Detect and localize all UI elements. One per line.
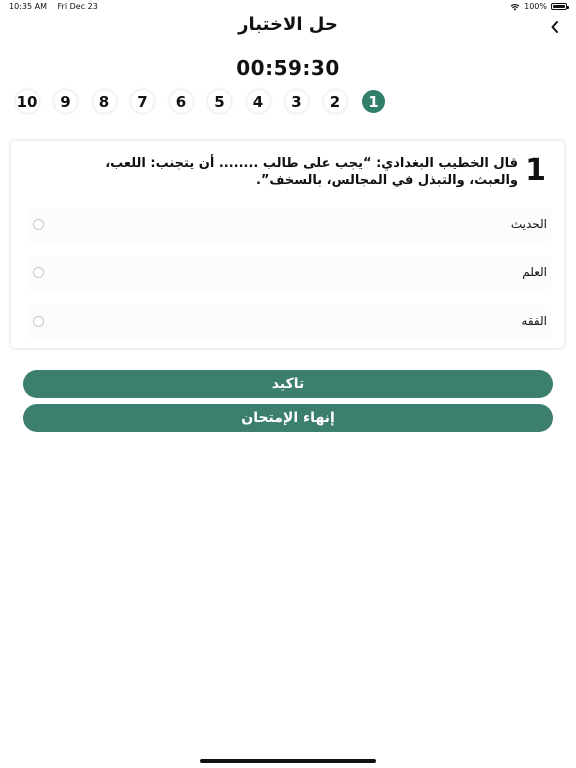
question-nav-item-7[interactable]: 7 (131, 90, 154, 113)
battery-percent: 100% (524, 2, 547, 11)
answer-option-3[interactable] (29, 305, 551, 339)
question-text: قال الخطيب البغدادي: “يجب على طالب ........ أن يتجنب: اللعب، والعبث، والتبذل في المجالس، بالسخف”. (105, 156, 518, 188)
question-nav-item-5[interactable]: 5 (208, 90, 231, 113)
answer-option-label: العلم (522, 265, 547, 279)
question-nav (5, 90, 385, 114)
status-time: 10:35 AM (9, 2, 47, 11)
question-nav-item-8[interactable]: 8 (93, 90, 116, 113)
radio-button[interactable] (33, 219, 44, 230)
finish-exam-button[interactable]: إنهاء الإمتحان (23, 404, 553, 432)
question-nav-item-10[interactable]: 10 (16, 90, 39, 113)
question-nav-item-6[interactable]: 6 (170, 90, 193, 113)
question-card (11, 141, 564, 348)
answer-option-label: الحديث (510, 217, 547, 231)
answer-option-1[interactable] (29, 208, 551, 242)
answer-option-2[interactable] (29, 256, 551, 290)
back-button[interactable] (548, 17, 562, 37)
status-bar (0, 0, 576, 14)
status-left (9, 2, 106, 11)
chevron-left-icon (551, 21, 559, 33)
question-nav-item-3[interactable]: 3 (285, 90, 308, 113)
answer-option-label: الفقه (521, 314, 547, 328)
question-nav-item-1[interactable]: 1 (362, 90, 385, 113)
confirm-button[interactable]: تاكيد (23, 370, 553, 398)
radio-button[interactable] (33, 316, 44, 327)
battery-icon (551, 3, 567, 10)
status-right (510, 2, 567, 11)
status-date: Fri Dec 23 (57, 2, 98, 11)
question-number: 1 (525, 153, 546, 188)
question-nav-item-2[interactable]: 2 (324, 90, 347, 113)
question-nav-item-9[interactable]: 9 (54, 90, 77, 113)
exam-timer: 00:59:30 (236, 56, 340, 80)
page-title: حل الاختبار (238, 14, 338, 35)
question-nav-item-4[interactable]: 4 (247, 90, 270, 113)
radio-button[interactable] (33, 267, 44, 278)
wifi-icon (510, 3, 520, 11)
home-indicator[interactable] (200, 759, 376, 763)
